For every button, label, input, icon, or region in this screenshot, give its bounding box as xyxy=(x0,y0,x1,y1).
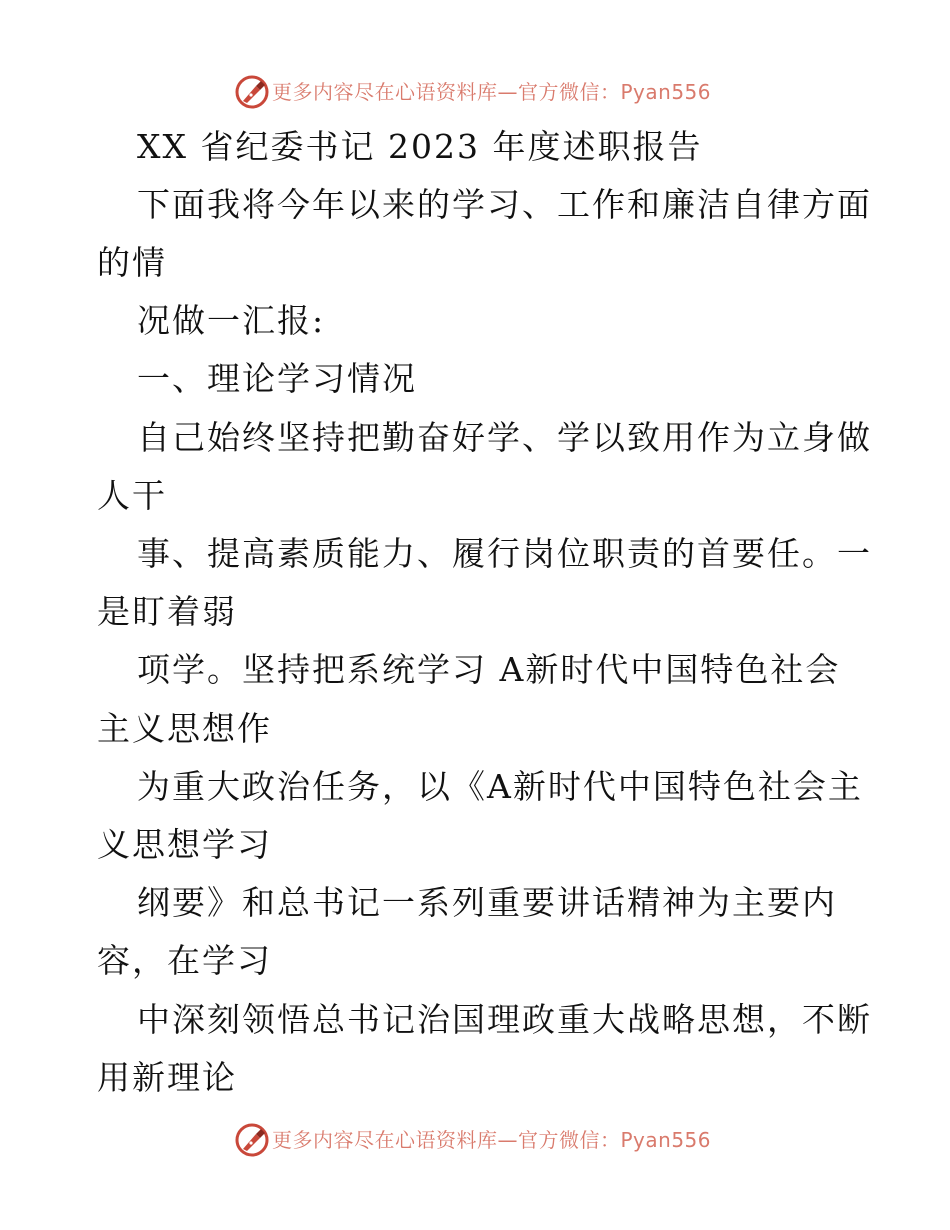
watermark-contact: 官方微信： xyxy=(518,1128,621,1152)
watermark-text xyxy=(272,1126,711,1154)
paragraph-line: 自己始终坚持把勤奋好学、学以致用作为立身做 xyxy=(137,418,872,457)
paragraph-line: 下面我将今年以来的学习、工作和廉洁自律方面 xyxy=(137,185,872,224)
paragraph-line: 是盯着弱 xyxy=(97,592,237,631)
paragraph-line: 主义思想作 xyxy=(97,709,272,748)
watermark-contact: 官方微信： xyxy=(518,80,621,104)
watermark-brand: 更多内容尽在心语资料库 xyxy=(272,80,498,104)
section-heading: 一、理论学习情况 xyxy=(137,359,417,398)
document-title: XX 省纪委书记 2023 年度述职报告 xyxy=(137,127,703,166)
paragraph-line: 况做一汇报: xyxy=(137,301,326,340)
paragraph-line: 事、提高素质能力、履行岗位职责的首要任。一 xyxy=(137,534,872,573)
paragraph-line: 容，在学习 xyxy=(97,941,272,980)
paragraph-line: 项学。坚持把系统学习 A新时代中国特色社会 xyxy=(137,650,841,689)
watermark-handle: Pyan556 xyxy=(620,1128,712,1152)
paragraph-line: 用新理论 xyxy=(97,1058,237,1097)
watermark-brand: 更多内容尽在心语资料库 xyxy=(272,1128,498,1152)
pen-nib-logo-icon xyxy=(234,74,270,110)
paragraph-line: 中深刻领悟总书记治国理政重大战略思想，不断 xyxy=(137,1000,872,1039)
pen-nib-logo-icon xyxy=(234,1122,270,1158)
watermark-separator: — xyxy=(497,80,518,104)
header-watermark xyxy=(0,72,950,112)
paragraph-line: 的情 xyxy=(97,243,167,282)
watermark-handle: Pyan556 xyxy=(620,80,712,104)
paragraph-line: 义思想学习 xyxy=(97,825,272,864)
watermark-separator: — xyxy=(497,1128,518,1152)
paragraph-line: 人干 xyxy=(97,476,167,515)
paragraph-line: 为重大政治任务，以《A新时代中国特色社会主 xyxy=(137,767,863,806)
footer-watermark xyxy=(0,1120,950,1160)
watermark-text xyxy=(272,78,711,106)
paragraph-line: 纲要》和总书记一系列重要讲话精神为主要内 xyxy=(137,883,837,922)
